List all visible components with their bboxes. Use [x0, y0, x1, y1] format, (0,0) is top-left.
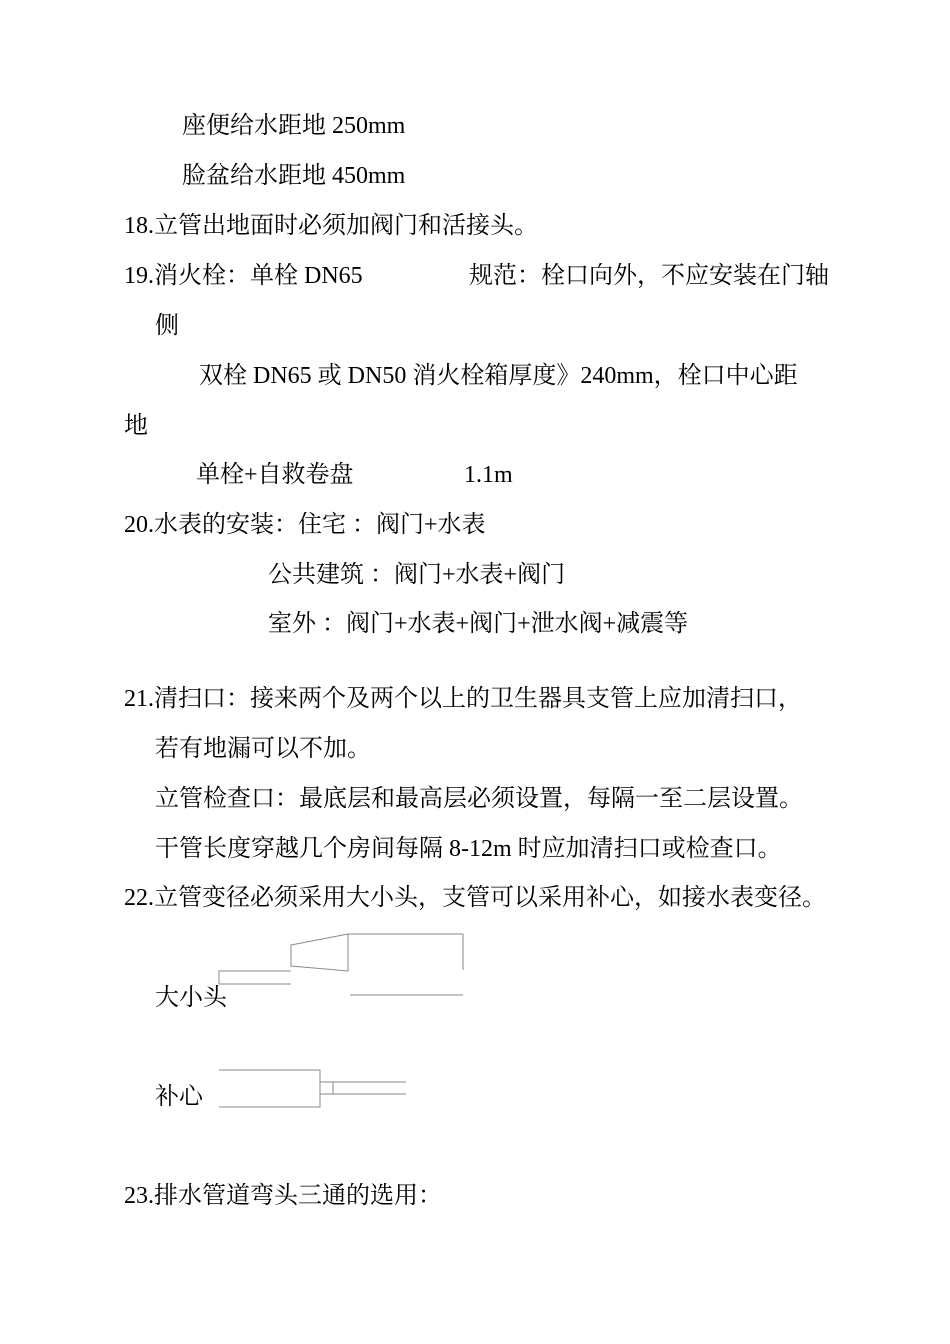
text-line-item-18: 18.立管出地面时必须加阀门和活接头。 — [124, 213, 538, 239]
text-line-double-hydrant: 双栓 DN65 或 DN50 消火栓箱厚度》240mm，栓口中心距 — [199, 363, 798, 389]
text-line-outdoor: 室外 ：阀门+水表+阀门+泄水阀+减震等 — [268, 611, 689, 637]
text-line-item-21-cont: 若有地漏可以不加。 — [155, 736, 371, 762]
reducer-cone — [291, 934, 348, 971]
text-line-basin-supply: 脸盆给水距地 450mm — [182, 163, 406, 189]
text-line-double-hydrant-cont: 地 — [124, 413, 148, 439]
text-line-public-building: 公共建筑 ：阀门+水表+阀门 — [268, 562, 566, 588]
text-line-item-21: 21.清扫口：接来两个及两个以上的卫生器具支管上应加清扫口， — [124, 686, 802, 712]
hose-reel-label: 单栓+自救卷盘 — [196, 462, 354, 488]
text-line-item-20: 20.水表的安装：住宅 ：阀门+水表 — [124, 512, 486, 538]
hose-reel-height: 1.1m — [464, 462, 513, 488]
item-19-left: 19.消火栓：单栓 DN65 — [124, 263, 363, 289]
label-bushing: 补心 — [155, 1084, 203, 1110]
text-line-toilet-supply: 座便给水距地 250mm — [182, 113, 406, 139]
text-line-item-23: 23.排水管道弯头三通的选用： — [124, 1183, 442, 1209]
text-line-item-22: 22.立管变径必须采用大小头，支管可以采用补心，如接水表变径。 — [124, 885, 826, 911]
text-line-riser-inspection: 立管检查口：最底层和最高层必须设置，每隔一至二层设置。 — [155, 786, 803, 812]
text-line-main-pipe: 干管长度穿越几个房间每隔 8-12m 时应加清扫口或检查口。 — [155, 836, 782, 862]
reducer-small-pipe-top — [219, 971, 291, 984]
text-line-item-19-cont: 侧 — [155, 313, 179, 339]
item-19-right: 规范：栓口向外，不应安装在门轴 — [469, 263, 829, 289]
label-reducer: 大小头 — [155, 985, 227, 1011]
bushing-body — [219, 1070, 320, 1107]
